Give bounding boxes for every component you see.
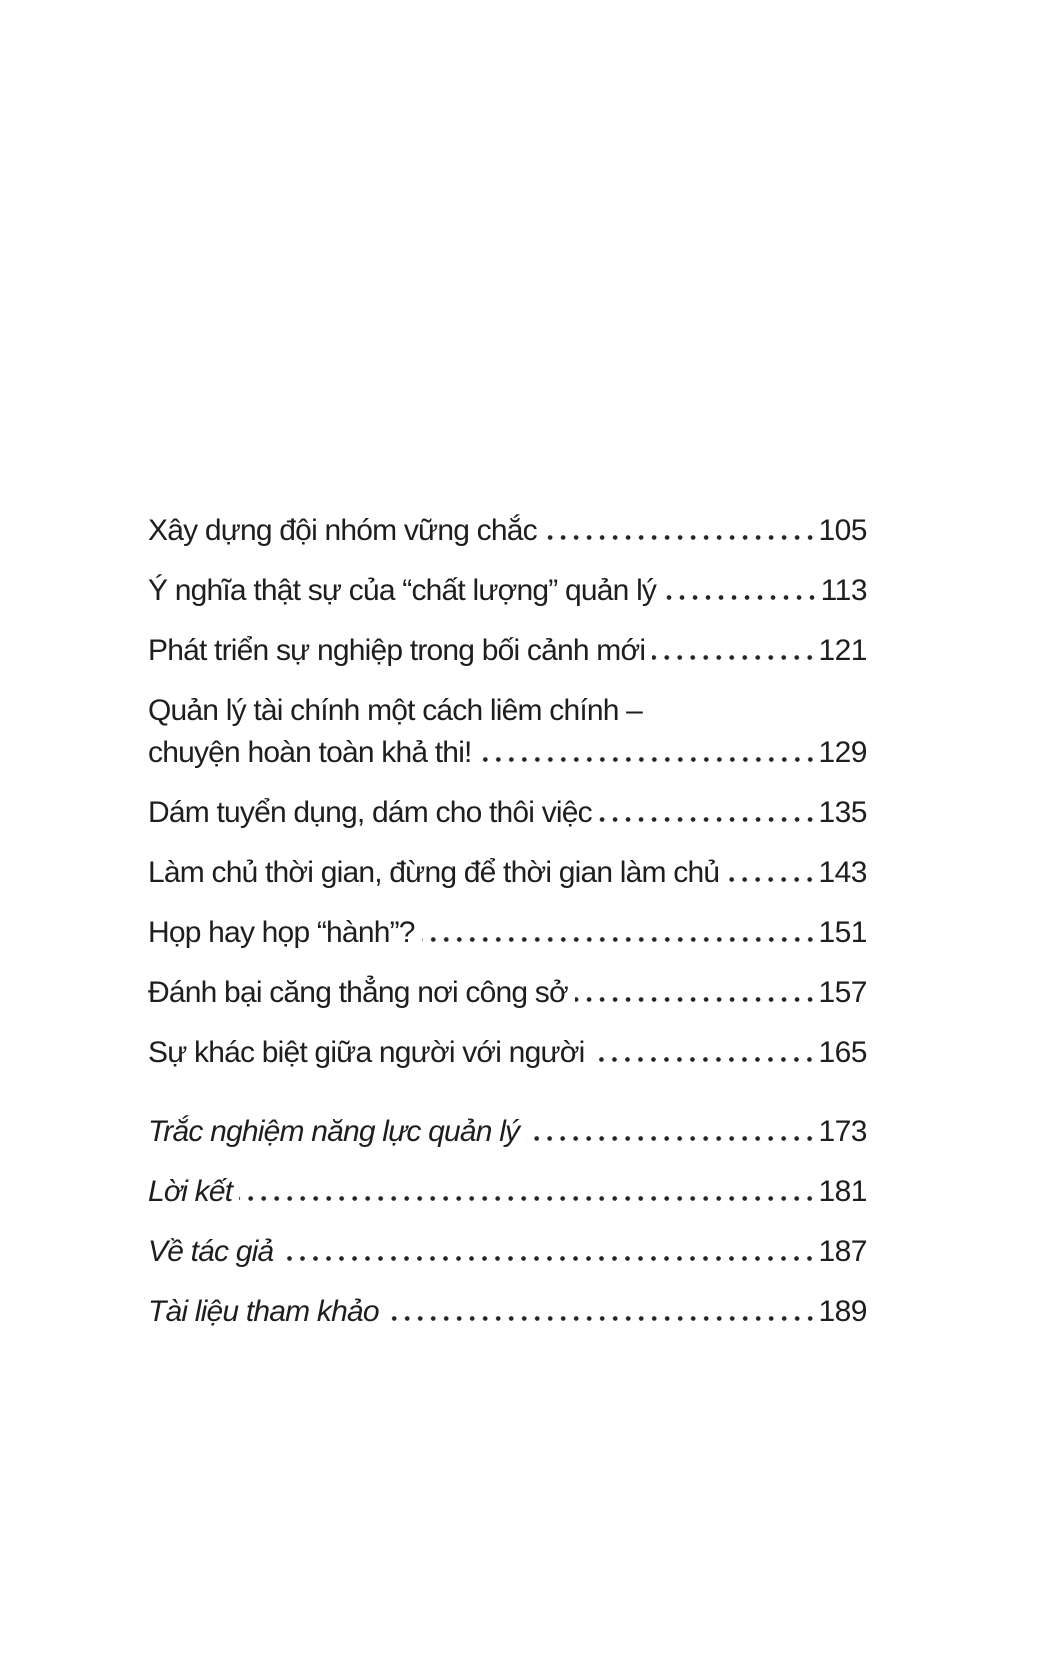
toc-entry-page-number: 151 xyxy=(818,916,867,949)
toc-entry xyxy=(148,690,867,774)
toc-entry-page-number: 105 xyxy=(818,514,867,547)
toc-entry xyxy=(148,1032,867,1074)
toc-entry-line xyxy=(148,912,867,954)
toc-entry-line xyxy=(148,732,867,774)
dot-leader xyxy=(280,1256,816,1261)
dot-leader xyxy=(386,1316,817,1321)
toc-entry-page-number: 135 xyxy=(818,796,867,829)
toc-entry-page-number: 165 xyxy=(818,1036,867,1069)
toc-entry-title: Họp hay họp “hành”? xyxy=(148,916,415,949)
toc-entry-title: Xây dựng đội nhóm vững chắc xyxy=(148,514,537,547)
toc-entry-line xyxy=(148,852,867,894)
dot-leader xyxy=(726,877,816,882)
toc-entry-title: Phát triển sự nghiệp trong bối cảnh mới xyxy=(148,634,646,667)
toc-entry-title: Lời kết xyxy=(148,1175,233,1208)
toc-entry-line xyxy=(148,570,867,612)
toc-entry-line xyxy=(148,1032,867,1074)
toc-entry-title: Tài liệu tham khảo xyxy=(148,1295,379,1328)
toc-entry xyxy=(148,912,867,954)
dot-leader xyxy=(526,1136,816,1141)
toc-entry xyxy=(148,792,867,834)
toc-entry xyxy=(148,972,867,1014)
toc-entry-page-number: 143 xyxy=(818,856,867,889)
toc-entry-page-number: 113 xyxy=(820,574,867,607)
toc-entry-page-number: 181 xyxy=(818,1175,867,1208)
toc-entry-title-continuation: chuyện hoàn toàn khả thi! xyxy=(148,736,472,769)
toc-entry xyxy=(148,510,867,552)
toc-back-matter-list xyxy=(148,1111,867,1333)
dot-leader xyxy=(422,937,817,942)
toc-entry-title: Sự khác biệt giữa người với người xyxy=(148,1036,585,1069)
dot-leader xyxy=(544,535,817,540)
dot-leader xyxy=(239,1196,816,1201)
toc-entry-line xyxy=(148,510,867,552)
toc-entry xyxy=(148,1111,867,1153)
toc-entry-page-number: 187 xyxy=(818,1235,867,1268)
toc-entry-line xyxy=(148,630,867,672)
toc-entry xyxy=(148,1291,867,1333)
toc-entry-title: Trắc nghiệm năng lực quản lý xyxy=(148,1115,520,1148)
dot-leader xyxy=(599,817,817,822)
toc-entry-line xyxy=(148,690,867,732)
toc-entry-title: Về tác giả xyxy=(148,1235,274,1268)
toc-entry-line xyxy=(148,1291,867,1333)
toc-entry-title: Đánh bại căng thẳng nơi công sở xyxy=(148,976,568,1009)
toc-main-list xyxy=(148,510,867,1074)
toc-entry-page-number: 121 xyxy=(818,634,867,667)
toc-entry-line xyxy=(148,1111,867,1153)
toc-entry-line xyxy=(148,972,867,1014)
toc-entry-title: Quản lý tài chính một cách liêm chính – xyxy=(148,694,643,727)
toc-entry-line xyxy=(148,1231,867,1273)
toc-entry-line xyxy=(148,1171,867,1213)
toc-entry-page-number: 173 xyxy=(818,1115,867,1148)
toc-entry-line xyxy=(148,792,867,834)
toc-entry-page-number: 157 xyxy=(818,976,867,1009)
toc-entry xyxy=(148,1171,867,1213)
dot-leader xyxy=(663,595,819,600)
toc-entry-title: Làm chủ thời gian, đừng để thời gian làm chủ xyxy=(148,856,720,889)
toc-entry-page-number: 189 xyxy=(818,1295,867,1328)
toc-entry-title: Dám tuyển dụng, dám cho thôi việc xyxy=(148,796,592,829)
toc-entry-page-number: 129 xyxy=(818,736,867,769)
toc-entry xyxy=(148,570,867,612)
toc-entry xyxy=(148,852,867,894)
dot-leader xyxy=(652,655,816,660)
toc-entry xyxy=(148,630,867,672)
toc-entry-title: Ý nghĩa thật sự của “chất lượng” quản lý xyxy=(148,574,657,607)
dot-leader xyxy=(575,997,817,1002)
dot-leader xyxy=(591,1057,816,1062)
toc-entry xyxy=(148,1231,867,1273)
dot-leader xyxy=(479,757,817,762)
